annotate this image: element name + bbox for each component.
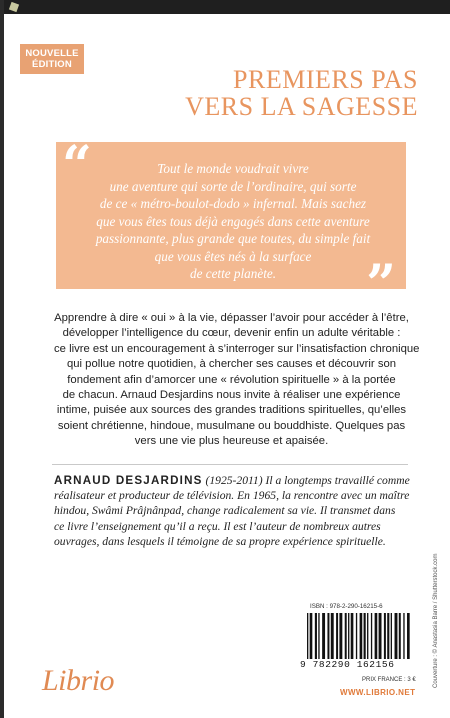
barcode-bar bbox=[348, 613, 349, 659]
edition-badge bbox=[20, 44, 84, 74]
barcode-bar bbox=[375, 613, 378, 659]
description-line: de chacun. Arnaud Desjardins nous invite à réaliser une expérience bbox=[62, 389, 401, 402]
barcode-digits: 9 782290 162156 bbox=[300, 659, 395, 670]
description-line: développer l’intelligence du cœur, devenir enfin un adulte véritable : bbox=[62, 327, 401, 340]
barcode-bar bbox=[387, 613, 389, 659]
barcode-bar bbox=[367, 613, 368, 659]
barcode-bar bbox=[403, 613, 404, 659]
description-line: intime, puisée aux sources des grandes traditions spirituelles, qu’elles bbox=[56, 404, 407, 417]
description-line: fondement afin d’amorcer une « révolution spirituelle » à la portée bbox=[67, 373, 396, 386]
book-title-line-2: VERS LA SAGESSE bbox=[185, 92, 418, 121]
book-title-line-1: PREMIERS PAS bbox=[233, 65, 418, 94]
barcode-bar bbox=[310, 613, 313, 659]
barcode-bar bbox=[336, 613, 338, 659]
barcode-bar bbox=[364, 613, 366, 659]
top-dark-band bbox=[4, 0, 450, 14]
quote-line: Tout le monde voudrait vivre bbox=[157, 161, 309, 176]
price: PRIX FRANCE : 3 € bbox=[362, 677, 416, 683]
quote-line: passionnante, plus grande que toutes, du simple fait bbox=[95, 231, 371, 246]
barcode-bar bbox=[384, 613, 386, 659]
author-bio-line: réalisateur et producteur de télévision. En 1965, la rencontre avec un maître bbox=[54, 489, 410, 503]
barcode-bar bbox=[345, 613, 347, 659]
barcode-bar bbox=[315, 613, 317, 659]
barcode-bar bbox=[371, 613, 372, 659]
description-line: ce livre est un encouragement à s’interroger sur l’insatisfaction chronique bbox=[54, 342, 420, 355]
quote-text bbox=[80, 160, 386, 283]
description-line: Apprendre à dire « oui » à la vie, dépasser l’avoir pour accéder à l’être, bbox=[54, 312, 409, 324]
author-bio bbox=[54, 473, 414, 549]
quote-line: de ce « métro-boulot-dodo » infernal. Mais sachez bbox=[99, 196, 367, 211]
quote-line: que vous êtes nés à la surface bbox=[154, 248, 312, 264]
open-quote-icon: “ bbox=[62, 135, 92, 196]
cover-credit: Couverture : © Anastasia Barre / Shutterstock.com bbox=[433, 553, 439, 688]
corner-mark-icon bbox=[9, 2, 19, 12]
barcode-bar bbox=[318, 613, 319, 659]
publisher-logo: Librio bbox=[42, 664, 115, 697]
author-bio-line: hindou, Swâmi Prâjnânpad, change radicalement sa vie. Il transmet dans bbox=[54, 504, 396, 518]
description-line: vers une vie plus heureuse et apaisée. bbox=[134, 435, 329, 448]
book-description bbox=[54, 311, 420, 450]
author-bio-first-line bbox=[54, 473, 414, 488]
barcode-bar bbox=[407, 613, 410, 659]
edition-badge-line-1: NOUVELLE bbox=[25, 48, 79, 59]
book-title bbox=[118, 66, 418, 120]
barcode-bar bbox=[391, 613, 392, 659]
barcode-bar bbox=[327, 613, 329, 659]
barcode-bar bbox=[351, 613, 354, 659]
section-divider bbox=[52, 464, 408, 465]
quote-box bbox=[56, 135, 406, 315]
quote-line: une aventure qui sorte de l’ordinaire, qui sorte bbox=[109, 178, 357, 194]
barcode-bar bbox=[395, 613, 398, 659]
barcode-bar bbox=[331, 613, 334, 659]
isbn: ISBN : 978-2-290-16215-6 bbox=[310, 603, 383, 610]
quote-line: que vous êtes tous déjà engagés dans cette aventure bbox=[96, 213, 370, 229]
publisher-website: WWW.LIBRIO.NET bbox=[340, 688, 416, 697]
author-dates: (1925-2011) Il a longtemps travaillé comme bbox=[202, 474, 410, 487]
barcode-bar bbox=[379, 613, 382, 659]
author-bio-line: ouvrages, dans lesquels il témoigne de sa propre expérience spirituelle. bbox=[54, 534, 386, 548]
barcode-bar bbox=[356, 613, 357, 659]
barcode-bar bbox=[360, 613, 363, 659]
barcode-icon bbox=[306, 613, 412, 659]
close-quote-icon: ” bbox=[366, 254, 396, 315]
barcode-bar bbox=[339, 613, 342, 659]
author-name: ARNAUD DESJARDINS bbox=[54, 474, 203, 487]
barcode-bar bbox=[322, 613, 325, 659]
author-bio-line: ce livre l’enseignement qu’il a reçu. Il est l’auteur de nombreux autres bbox=[54, 519, 381, 533]
barcode-bar bbox=[399, 613, 401, 659]
description-line: soient chrétienne, hindoue, musulmane ou bouddhiste. Quelques pas bbox=[57, 419, 406, 432]
barcode-bar bbox=[307, 613, 308, 659]
quote-line: de cette planète. bbox=[189, 266, 277, 281]
description-line: qui pollue notre quotidien, à chercher ses causes et découvrir son bbox=[66, 358, 397, 371]
edition-badge-line-2: ÉDITION bbox=[32, 59, 72, 70]
